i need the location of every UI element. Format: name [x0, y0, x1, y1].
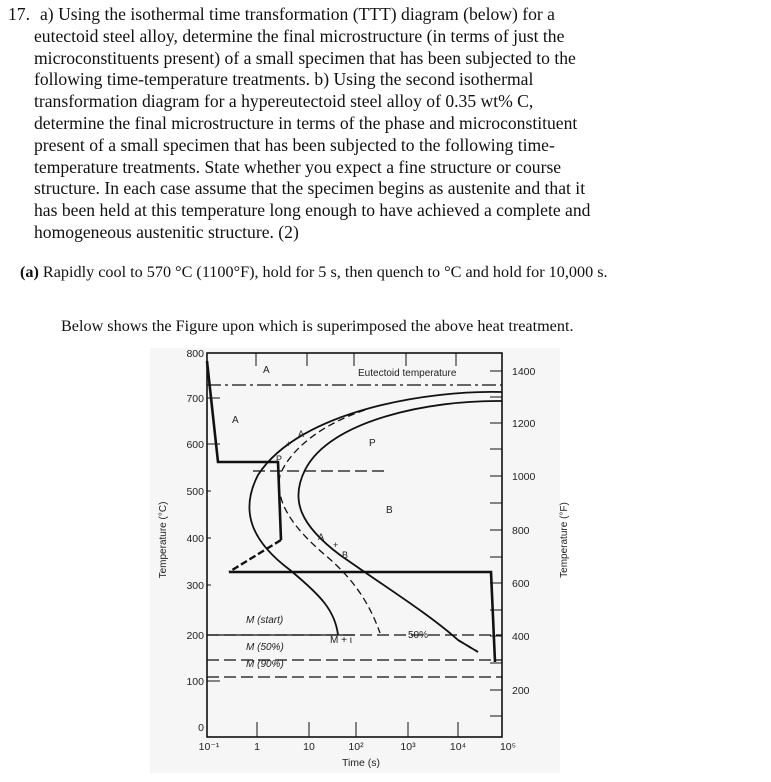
y-tick: 700 — [186, 393, 204, 405]
y-right-tick: 800 — [512, 525, 530, 537]
question-line: microconstituents present) of a small specimen that has been subjected to the — [34, 47, 576, 68]
part-a-label: (a) — [20, 263, 39, 281]
question-line: homogeneous austenitic structure. (2) — [34, 221, 299, 242]
part-a-treatment — [20, 263, 608, 282]
question-line: has been held at this temperature long enough to have achieved a complete and — [34, 200, 591, 221]
y-right-axis-label: Temperature (°F) — [559, 502, 570, 578]
x-tick: 10⁴ — [449, 741, 467, 753]
pearlite-label: P — [276, 454, 283, 464]
austenite-label: A — [318, 532, 325, 542]
x-tick: 1 — [254, 741, 260, 753]
pearlite-label: P — [369, 438, 376, 449]
question-line: temperature treatments. State whether you expect a fine structure or course — [34, 156, 562, 177]
m-start-label: M (start) — [246, 615, 284, 626]
y-tick: 600 — [186, 439, 204, 451]
austenite-label: A — [298, 429, 305, 439]
question-line: structure. In each case assume that the specimen begins as austenite and that it — [34, 178, 586, 199]
question-line: determine the final microstructure in terms of the phase and microconstituent — [34, 112, 578, 133]
y-right-tick: 1000 — [512, 471, 536, 483]
y-tick: 300 — [186, 580, 204, 592]
question-line: following time-temperature treatments. b) Using the second isothermal — [34, 69, 534, 90]
bainite-label: B — [386, 505, 393, 516]
m-plus-label: M + ι — [330, 635, 352, 646]
x-tick: 10³ — [400, 741, 416, 753]
plus-label: + — [286, 439, 292, 449]
part-a-text: Rapidly cool to 570 °C (1100°F), hold for 5 s, then quench to °C and hold for 10,000 s. — [38, 263, 608, 281]
y-left-axis-label: Temperature (°C) — [158, 501, 169, 579]
ttt-diagram — [140, 340, 570, 780]
eutectoid-label: Eutectoid temperature — [358, 368, 457, 379]
figure-caption: Below shows the Figure upon which is superimposed the above heat treatment. — [61, 317, 574, 335]
x-tick: 10⁻¹ — [198, 741, 220, 753]
m-50-label: M (50%) — [246, 642, 284, 653]
austenite-label: A — [232, 415, 239, 426]
question-line: a) Using the isothermal time transformation (TTT) diagram (below) for a — [40, 4, 555, 24]
y-right-tick: 200 — [512, 685, 530, 697]
y-tick: 800 — [186, 348, 204, 360]
y-tick: 400 — [186, 533, 204, 545]
x-tick: 10⁵ — [499, 741, 517, 753]
x-tick: 10 — [303, 741, 315, 753]
y-tick: 0 — [198, 722, 204, 734]
y-tick: 500 — [186, 486, 204, 498]
x-axis-label: Time (s) — [341, 757, 381, 769]
y-right-tick: 600 — [512, 578, 530, 590]
y-right-tick: 1200 — [512, 418, 536, 430]
question-text — [8, 4, 708, 244]
y-right-tick: 1400 — [512, 366, 536, 378]
question-line: present of a small specimen that has been subjected to the following time- — [34, 134, 555, 155]
fifty-percent-label: 50% — [408, 630, 429, 641]
question-line: eutectoid steel alloy, determine the final microstructure (in terms of just the — [34, 25, 565, 46]
m-90-label: M (90%) — [246, 659, 284, 670]
x-tick: 10² — [348, 741, 364, 753]
y-tick: 200 — [186, 630, 204, 642]
austenite-label: A — [263, 365, 270, 376]
bainite-label: B — [342, 550, 349, 560]
plus-label: + — [333, 540, 339, 550]
question-line: transformation diagram for a hypereutectoid steel alloy of 0.35 wt% C, — [34, 91, 534, 112]
y-right-tick: 400 — [512, 631, 530, 643]
question-number: 17. — [8, 4, 30, 24]
y-tick: 100 — [186, 676, 204, 688]
